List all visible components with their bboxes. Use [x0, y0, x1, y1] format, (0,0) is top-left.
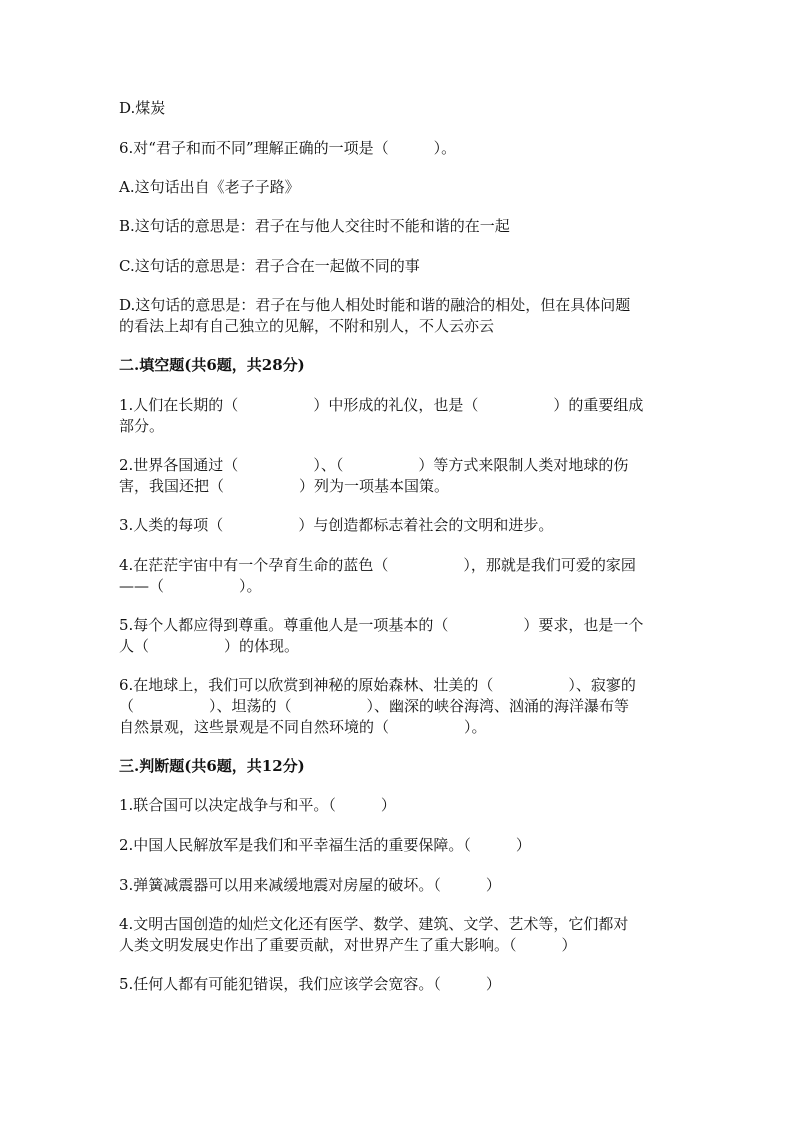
judge-item-5-line1: 5.任何人都有可能犯错误，我们应该学会宽容。（ ）	[119, 975, 501, 993]
fill-item-5-line2: 人（ ）的体现。	[119, 637, 300, 655]
fill-item-1-line1: 1.人们在长期的（ ）中形成的礼仪，也是（ ）的重要组成	[119, 396, 644, 414]
fill-item-6-line2: （ ）、坦荡的（ ）、幽深的峡谷海湾、汹涌的海洋瀑布等	[119, 697, 630, 715]
judge-item-3-line1: 3.弹簧减震器可以用来减缓地震对房屋的破坏。（ ）	[119, 876, 501, 894]
q6-option-a: A.这句话出自《老子子路》	[119, 178, 300, 196]
q6-stem: 6.对“君子和而不同”理解正确的一项是（ ）。	[119, 139, 457, 157]
section2-heading: 二.填空题(共6题，共28分)	[119, 356, 305, 374]
fill-item-3-line1: 3.人类的每项（ ）与创造都标志着社会的文明和进步。	[119, 516, 554, 534]
judge-item-2-line1: 2.中国人民解放军是我们和平幸福生活的重要保障。（ ）	[119, 836, 531, 854]
section3-heading: 三.判断题(共6题，共12分)	[119, 757, 305, 775]
fill-item-4-line2: ——（ ）。	[119, 577, 262, 595]
judge-item-4-line1: 4.文明古国创造的灿烂文化还有医学、数学、建筑、文学、艺术等，它们都对	[119, 915, 629, 933]
q6-option-b: B.这句话的意思是：君子在与他人交往时不能和谐的在一起	[119, 217, 510, 235]
fill-item-2-line2: 害，我国还把（ ）列为一项基本国策。	[119, 477, 450, 495]
fill-item-6-line3: 自然景观，这些景观是不同自然环境的（ ）。	[119, 718, 487, 736]
q6-option-d-line1: D.这句话的意思是：君子在与他人相处时能和谐的融洽的相处，但在具体问题	[119, 296, 631, 314]
judge-item-4-line2: 人类文明发展史作出了重要贡献，对世界产生了重大影响。（ ）	[119, 936, 577, 954]
q5-option-d: D.煤炭	[119, 99, 166, 117]
fill-item-4-line1: 4.在茫茫宇宙中有一个孕育生命的蓝色（ ），那就是我们可爱的家园	[119, 556, 636, 574]
q6-option-d-line2: 的看法上却有自己独立的见解，不附和别人，不人云亦云	[119, 317, 495, 335]
fill-item-1-line2: 部分。	[119, 417, 165, 435]
q6-option-c: C.这句话的意思是：君子合在一起做不同的事	[119, 257, 420, 275]
judge-item-1-line1: 1.联合国可以决定战争与和平。（ ）	[119, 796, 396, 814]
fill-item-6-line1: 6.在地球上，我们可以欣赏到神秘的原始森林、壮美的（ ）、寂寥的	[119, 676, 636, 694]
fill-item-5-line1: 5.每个人都应得到尊重。尊重他人是一项基本的（ ）要求，也是一个	[119, 616, 644, 634]
fill-item-2-line1: 2.世界各国通过（ ）、（ ）等方式来限制人类对地球的伤	[119, 456, 629, 474]
